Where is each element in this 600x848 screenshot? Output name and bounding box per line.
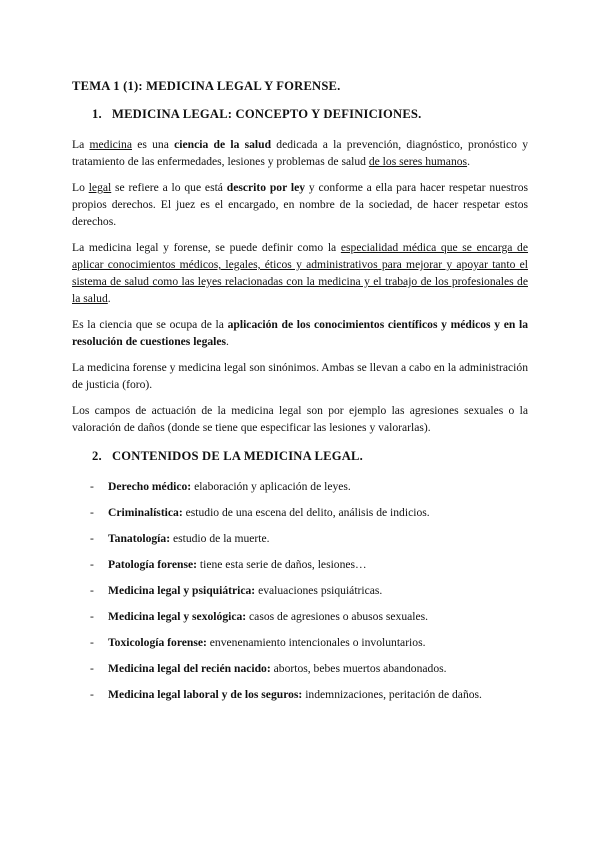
list-item-desc: tiene esta serie de daños, lesiones… (196, 558, 367, 571)
section-heading-text: MEDICINA LEGAL: CONCEPTO Y DEFINICIONES. (112, 107, 422, 121)
contents-list (72, 478, 528, 703)
list-item-term: Medicina legal del recién nacido: (108, 662, 271, 675)
list-item (72, 686, 528, 703)
list-item (72, 556, 528, 573)
section-heading-text: CONTENIDOS DE LA MEDICINA LEGAL. (112, 449, 363, 463)
list-dash: - (90, 610, 94, 623)
section-2-heading (72, 448, 528, 465)
paragraph-medicina: La medicina es una ciencia de la salud dedicada a la prevención, diagnóstico, pronóstico y tratamiento de las enfermedades, lesiones y problemas de salud de los seres humanos. (72, 138, 529, 168)
list-item-term: Medicina legal laboral y de los seguros: (108, 688, 303, 701)
list-item (72, 478, 528, 495)
list-item-term: Patología forense: (108, 558, 197, 571)
section-1-heading (72, 106, 528, 123)
list-dash: - (90, 584, 94, 597)
list-item-desc: abortos, bebes muertos abandonados. (270, 662, 447, 675)
list-item-term: Tanatología: (108, 532, 171, 545)
paragraph-definition: La medicina legal y forense, se puede definir como la especialidad médica que se encarga de aplicar conocimientos médicos, legales, éticos y administrativos para mejorar y apoyar tanto el sistema de salud como las leyes relacionadas con la medicina y el trabajo de los profesionales de la salud. (72, 241, 529, 305)
list-dash: - (90, 532, 94, 545)
paragraph-sinonimos: La medicina forense y medicina legal son sinónimos. Ambas se llevan a cabo en la administración de justicia (foro). (72, 361, 528, 391)
list-item (72, 660, 528, 677)
bold-text: aplicación de los conocimientos científicos y médicos y en la resolución de cuestiones legales (72, 318, 528, 348)
list-item-term: Medicina legal y psiquiátrica: (108, 584, 256, 597)
underlined-text: de los seres humanos (368, 155, 468, 168)
bold-text: descrito por ley (226, 181, 306, 194)
list-item-term: Medicina legal y sexológica: (108, 610, 247, 623)
list-dash: - (90, 662, 94, 675)
list-dash: - (90, 636, 94, 649)
document-title: TEMA 1 (1): MEDICINA LEGAL Y FORENSE. (72, 79, 341, 93)
underlined-text: especialidad médica que se encarga de aplicar conocimientos médicos, legales, éticos y administrativos para mejorar y apoyar tanto el sistema de salud como las leyes relacionadas con la medicina y el trabajo de los profesionales de la salud (72, 241, 529, 305)
list-item-term: Criminalística: (108, 506, 183, 519)
paragraph-legal: Lo legal se refiere a lo que está descrito por ley y conforme a ella para hacer respetar nuestros propios derechos. El juez es el encargado, en nombre de la sociedad, de hacer respetar estos derechos. (72, 181, 528, 228)
list-item-term: Derecho médico: (108, 480, 192, 493)
bold-text: ciencia de la salud (174, 138, 272, 151)
paragraph-ciencia: Es la ciencia que se ocupa de la aplicación de los conocimientos científicos y médicos y en la resolución de cuestiones legales. (72, 318, 528, 348)
list-dash: - (90, 506, 94, 519)
list-item-desc: envenenamiento intencionales o involuntarios. (206, 636, 426, 649)
list-dash: - (90, 558, 94, 571)
list-item (72, 582, 528, 599)
list-item (72, 634, 528, 651)
list-item-desc: estudio de una escena del delito, análisis de indicios. (182, 506, 430, 519)
list-item-desc: estudio de la muerte. (170, 532, 270, 545)
section-number: 1. (92, 107, 102, 121)
paragraph-campos: Los campos de actuación de la medicina legal son por ejemplo las agresiones sexuales o la valoración de daños (donde se tiene que especificar las lesiones y valorarlas). (72, 404, 528, 434)
list-item-desc: evaluaciones psiquiátricas. (255, 584, 383, 597)
list-item (72, 608, 528, 625)
underlined-text: legal (88, 181, 112, 194)
underlined-text: medicina (89, 138, 132, 151)
section-number: 2. (92, 449, 102, 463)
list-dash: - (90, 480, 94, 493)
list-dash: - (90, 688, 94, 701)
list-item-desc: indemnizaciones, peritación de daños. (302, 688, 482, 701)
list-item-desc: casos de agresiones o abusos sexuales. (246, 610, 429, 623)
list-item-desc: elaboración y aplicación de leyes. (191, 480, 351, 493)
list-item (72, 504, 528, 521)
list-item-term: Toxicología forense: (108, 636, 207, 649)
list-item (72, 530, 528, 547)
